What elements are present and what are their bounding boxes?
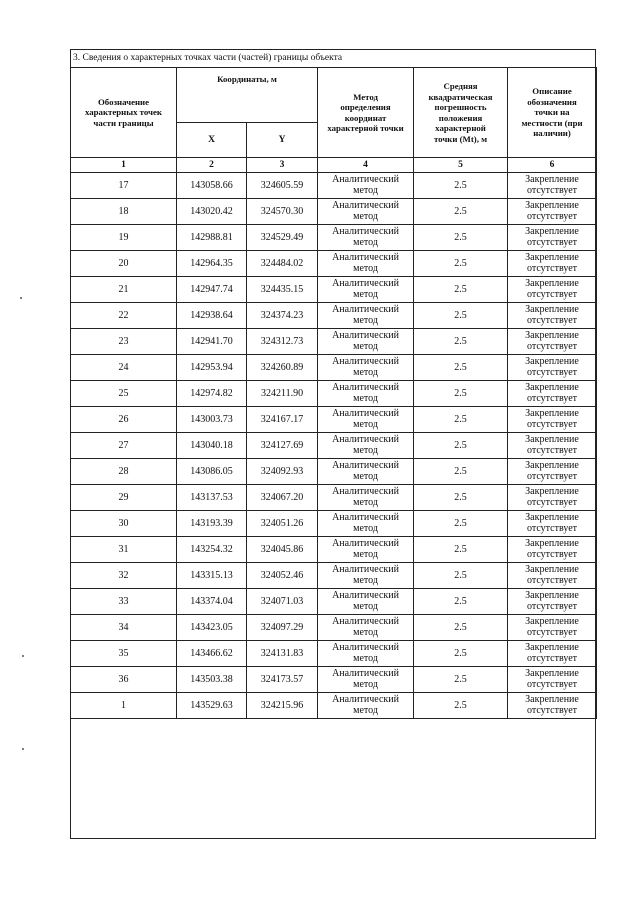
method-line: Аналитический: [332, 460, 399, 471]
point-number: 22: [71, 303, 177, 329]
error-value: 2.5: [414, 459, 508, 485]
point-number: 30: [71, 511, 177, 537]
method-line: метод: [353, 470, 378, 482]
point-number: 36: [71, 667, 177, 693]
method-line: Аналитический: [332, 486, 399, 497]
description-cell: [508, 173, 597, 199]
method-line: Аналитический: [332, 512, 399, 523]
description-line: Закрепление: [525, 616, 579, 627]
method-line: Аналитический: [332, 642, 399, 653]
table-row: [71, 407, 597, 433]
method-line: метод: [353, 548, 378, 560]
point-number: 32: [71, 563, 177, 589]
column-number: 3: [247, 158, 318, 173]
coord-y: 324215.96: [247, 693, 318, 719]
method-line: Аналитический: [332, 564, 399, 575]
point-number: 24: [71, 355, 177, 381]
coord-x: 142941.70: [177, 329, 247, 355]
description-cell: [508, 485, 597, 511]
coord-y: 324173.57: [247, 667, 318, 693]
coord-x: 143040.18: [177, 433, 247, 459]
error-value: 2.5: [414, 511, 508, 537]
error-value: 2.5: [414, 407, 508, 433]
method-line: метод: [353, 574, 378, 586]
description-line: Закрепление: [525, 538, 579, 549]
point-number: 35: [71, 641, 177, 667]
method-line: метод: [353, 184, 378, 196]
table-row: [71, 667, 597, 693]
method-cell: [318, 459, 414, 485]
table-row: [71, 433, 597, 459]
header-method: [318, 68, 414, 158]
point-number: 27: [71, 433, 177, 459]
method-cell: [318, 407, 414, 433]
coord-x: 142947.74: [177, 277, 247, 303]
method-line: Аналитический: [332, 356, 399, 367]
error-value: 2.5: [414, 225, 508, 251]
method-cell: [318, 615, 414, 641]
method-cell: [318, 589, 414, 615]
method-cell: [318, 277, 414, 303]
table-row: [71, 693, 597, 719]
header-description: [508, 68, 597, 158]
scan-speck: [20, 297, 22, 299]
description-line: Закрепление: [525, 460, 579, 471]
point-number: 21: [71, 277, 177, 303]
header-description-line: наличии): [533, 128, 571, 139]
error-value: 2.5: [414, 589, 508, 615]
description-cell: [508, 563, 597, 589]
coord-x: 143423.05: [177, 615, 247, 641]
description-line: отсутствует: [527, 522, 578, 534]
method-line: метод: [353, 496, 378, 508]
column-number-row: [71, 158, 597, 173]
coord-y: 324435.15: [247, 277, 318, 303]
table-row: [71, 277, 597, 303]
description-line: Закрепление: [525, 200, 579, 211]
point-number: 26: [71, 407, 177, 433]
point-number: 19: [71, 225, 177, 251]
error-value: 2.5: [414, 433, 508, 459]
coord-x: 143254.32: [177, 537, 247, 563]
table-row: [71, 251, 597, 277]
description-cell: [508, 329, 597, 355]
method-cell: [318, 251, 414, 277]
point-number: 1: [71, 693, 177, 719]
error-value: 2.5: [414, 641, 508, 667]
description-line: отсутствует: [527, 210, 578, 222]
description-cell: [508, 667, 597, 693]
coord-y: 324092.93: [247, 459, 318, 485]
coord-y: 324211.90: [247, 381, 318, 407]
description-line: отсутствует: [527, 184, 578, 196]
method-line: метод: [353, 444, 378, 456]
table-row: [71, 303, 597, 329]
method-line: Аналитический: [332, 694, 399, 705]
coord-y: 324131.83: [247, 641, 318, 667]
coord-y: 324605.59: [247, 173, 318, 199]
coord-y: 324374.23: [247, 303, 318, 329]
error-value: 2.5: [414, 667, 508, 693]
method-line: Аналитический: [332, 226, 399, 237]
coord-x: 143374.04: [177, 589, 247, 615]
error-value: 2.5: [414, 615, 508, 641]
method-line: Аналитический: [332, 616, 399, 627]
table-row: [71, 459, 597, 485]
method-line: Аналитический: [332, 538, 399, 549]
method-line: Аналитический: [332, 668, 399, 679]
description-line: отсутствует: [527, 340, 578, 352]
method-cell: [318, 329, 414, 355]
method-cell: [318, 225, 414, 251]
description-line: отсутствует: [527, 262, 578, 274]
table-row: [71, 355, 597, 381]
point-number: 28: [71, 459, 177, 485]
method-cell: [318, 693, 414, 719]
coord-x: 143086.05: [177, 459, 247, 485]
header-error-line: точки (Mt), м: [433, 133, 488, 144]
column-number: 2: [177, 158, 247, 173]
coord-y: 324045.86: [247, 537, 318, 563]
description-line: отсутствует: [527, 600, 578, 612]
coord-x: 143058.66: [177, 173, 247, 199]
coord-y: 324260.89: [247, 355, 318, 381]
description-line: отсутствует: [527, 392, 578, 404]
description-line: отсутствует: [527, 444, 578, 456]
description-line: отсутствует: [527, 704, 578, 716]
description-cell: [508, 433, 597, 459]
error-value: 2.5: [414, 563, 508, 589]
description-line: Закрепление: [525, 356, 579, 367]
point-number: 23: [71, 329, 177, 355]
description-line: Закрепление: [525, 408, 579, 419]
method-cell: [318, 641, 414, 667]
description-cell: [508, 199, 597, 225]
description-line: Закрепление: [525, 174, 579, 185]
method-line: Аналитический: [332, 252, 399, 263]
coord-x: 143193.39: [177, 511, 247, 537]
point-number: 34: [71, 615, 177, 641]
description-cell: [508, 303, 597, 329]
coord-x: 143529.63: [177, 693, 247, 719]
description-line: отсутствует: [527, 652, 578, 664]
header-designation-line: характерных точек: [84, 107, 162, 118]
coord-x: 143020.42: [177, 199, 247, 225]
description-line: Закрепление: [525, 330, 579, 341]
error-value: 2.5: [414, 537, 508, 563]
method-cell: [318, 355, 414, 381]
table-row: [71, 381, 597, 407]
header-error-line: Средняя: [443, 81, 478, 91]
error-value: 2.5: [414, 199, 508, 225]
description-line: Закрепление: [525, 642, 579, 653]
coord-y: 324167.17: [247, 407, 318, 433]
header-description-line: обозначения: [527, 96, 577, 107]
method-line: Аналитический: [332, 278, 399, 289]
method-line: метод: [353, 262, 378, 274]
method-line: метод: [353, 626, 378, 638]
header-error-line: квадратическая: [428, 91, 493, 102]
method-cell: [318, 667, 414, 693]
coord-x: 142964.35: [177, 251, 247, 277]
table-row: [71, 485, 597, 511]
error-value: 2.5: [414, 251, 508, 277]
coord-y: 324051.26: [247, 511, 318, 537]
method-line: метод: [353, 418, 378, 430]
method-line: метод: [353, 392, 378, 404]
description-line: отсутствует: [527, 626, 578, 638]
column-number: 4: [318, 158, 414, 173]
coord-y: 324529.49: [247, 225, 318, 251]
header-method-line: Метод: [353, 91, 378, 102]
description-line: Закрепление: [525, 382, 579, 393]
column-number: 1: [71, 158, 177, 173]
characteristic-points-table: [70, 67, 597, 719]
point-number: 25: [71, 381, 177, 407]
description-line: отсутствует: [527, 418, 578, 430]
description-cell: [508, 615, 597, 641]
error-value: 2.5: [414, 693, 508, 719]
point-number: 17: [71, 173, 177, 199]
description-cell: [508, 459, 597, 485]
point-number: 20: [71, 251, 177, 277]
method-line: Аналитический: [332, 174, 399, 185]
method-line: метод: [353, 704, 378, 716]
point-number: 29: [71, 485, 177, 511]
method-line: Аналитический: [332, 382, 399, 393]
method-line: Аналитический: [332, 330, 399, 341]
method-line: метод: [353, 340, 378, 352]
error-value: 2.5: [414, 355, 508, 381]
coord-x: 142938.64: [177, 303, 247, 329]
coord-y: 324127.69: [247, 433, 318, 459]
description-line: отсутствует: [527, 496, 578, 508]
description-line: Закрепление: [525, 564, 579, 575]
description-cell: [508, 277, 597, 303]
method-cell: [318, 433, 414, 459]
coord-x: 142988.81: [177, 225, 247, 251]
header-method-line: определения: [340, 102, 391, 112]
table-row: [71, 329, 597, 355]
description-line: Закрепление: [525, 434, 579, 445]
table-row: [71, 199, 597, 225]
header-designation-line: Обозначение: [97, 96, 150, 107]
table-row: [71, 641, 597, 667]
description-line: отсутствует: [527, 470, 578, 482]
description-cell: [508, 355, 597, 381]
error-value: 2.5: [414, 329, 508, 355]
header-description-line: местности (при: [521, 117, 583, 128]
method-line: метод: [353, 314, 378, 326]
header-error-line: погрешность: [434, 102, 487, 112]
method-line: метод: [353, 522, 378, 534]
method-cell: [318, 485, 414, 511]
column-number: 5: [414, 158, 508, 173]
method-line: метод: [353, 366, 378, 378]
coord-y: 324071.03: [247, 589, 318, 615]
error-value: 2.5: [414, 277, 508, 303]
table-row: [71, 511, 597, 537]
description-line: Закрепление: [525, 512, 579, 523]
coord-x: 142974.82: [177, 381, 247, 407]
description-line: отсутствует: [527, 366, 578, 378]
error-value: 2.5: [414, 485, 508, 511]
description-line: Закрепление: [525, 278, 579, 289]
coord-y: 324097.29: [247, 615, 318, 641]
description-line: отсутствует: [527, 574, 578, 586]
scan-speck: [22, 655, 24, 657]
description-line: отсутствует: [527, 548, 578, 560]
header-designation-line: части границы: [93, 117, 154, 128]
table-body: [71, 173, 597, 719]
coord-x: 143137.53: [177, 485, 247, 511]
description-cell: [508, 225, 597, 251]
error-value: 2.5: [414, 303, 508, 329]
description-line: Закрепление: [525, 226, 579, 237]
method-cell: [318, 537, 414, 563]
description-line: Закрепление: [525, 694, 579, 705]
table-row: [71, 225, 597, 251]
description-cell: [508, 407, 597, 433]
coord-x: 143466.62: [177, 641, 247, 667]
method-line: метод: [353, 678, 378, 690]
description-cell: [508, 381, 597, 407]
method-cell: [318, 381, 414, 407]
method-cell: [318, 303, 414, 329]
method-line: метод: [353, 652, 378, 664]
description-line: отсутствует: [527, 288, 578, 300]
method-line: метод: [353, 210, 378, 222]
description-cell: [508, 641, 597, 667]
description-line: Закрепление: [525, 252, 579, 263]
header-error-line: характерной: [435, 123, 486, 133]
header-coordinates: Координаты, м: [177, 68, 318, 123]
description-line: Закрепление: [525, 304, 579, 315]
point-number: 31: [71, 537, 177, 563]
description-cell: [508, 511, 597, 537]
method-cell: [318, 173, 414, 199]
method-line: Аналитический: [332, 304, 399, 315]
method-line: Аналитический: [332, 434, 399, 445]
description-cell: [508, 693, 597, 719]
description-cell: [508, 589, 597, 615]
scan-speck: [22, 748, 24, 750]
description-cell: [508, 537, 597, 563]
header-error: [414, 68, 508, 158]
table-row: [71, 563, 597, 589]
method-line: Аналитический: [332, 200, 399, 211]
method-line: Аналитический: [332, 408, 399, 419]
error-value: 2.5: [414, 173, 508, 199]
header-y: Y: [247, 123, 318, 158]
table-row: [71, 615, 597, 641]
coord-x: 143315.13: [177, 563, 247, 589]
point-number: 18: [71, 199, 177, 225]
coord-y: 324484.02: [247, 251, 318, 277]
coord-x: 143503.38: [177, 667, 247, 693]
description-line: Закрепление: [525, 486, 579, 497]
coord-y: 324067.20: [247, 485, 318, 511]
point-number: 33: [71, 589, 177, 615]
description-line: Закрепление: [525, 668, 579, 679]
header-x: X: [177, 123, 247, 158]
header-method-line: характерной точки: [327, 123, 404, 133]
description-line: отсутствует: [527, 678, 578, 690]
coord-y: 324312.73: [247, 329, 318, 355]
method-cell: [318, 563, 414, 589]
coord-x: 143003.73: [177, 407, 247, 433]
method-line: Аналитический: [332, 590, 399, 601]
method-line: метод: [353, 288, 378, 300]
header-method-line: координат: [344, 112, 387, 123]
column-number: 6: [508, 158, 597, 173]
method-cell: [318, 511, 414, 537]
coord-x: 142953.94: [177, 355, 247, 381]
coord-y: 324052.46: [247, 563, 318, 589]
table-row: [71, 537, 597, 563]
header-description-line: Описание: [532, 86, 572, 97]
section-title: 3. Сведения о характерных точках части (частей) границы объекта: [73, 53, 343, 63]
description-line: Закрепление: [525, 590, 579, 601]
header-designation: [71, 68, 177, 158]
description-cell: [508, 251, 597, 277]
table-row: [71, 589, 597, 615]
description-line: отсутствует: [527, 236, 578, 248]
header-description-line: точки на: [534, 107, 570, 118]
method-cell: [318, 199, 414, 225]
header-error-line: положения: [438, 112, 483, 123]
table-row: [71, 173, 597, 199]
coord-y: 324570.30: [247, 199, 318, 225]
method-line: метод: [353, 600, 378, 612]
method-line: метод: [353, 236, 378, 248]
description-line: отсутствует: [527, 314, 578, 326]
error-value: 2.5: [414, 381, 508, 407]
